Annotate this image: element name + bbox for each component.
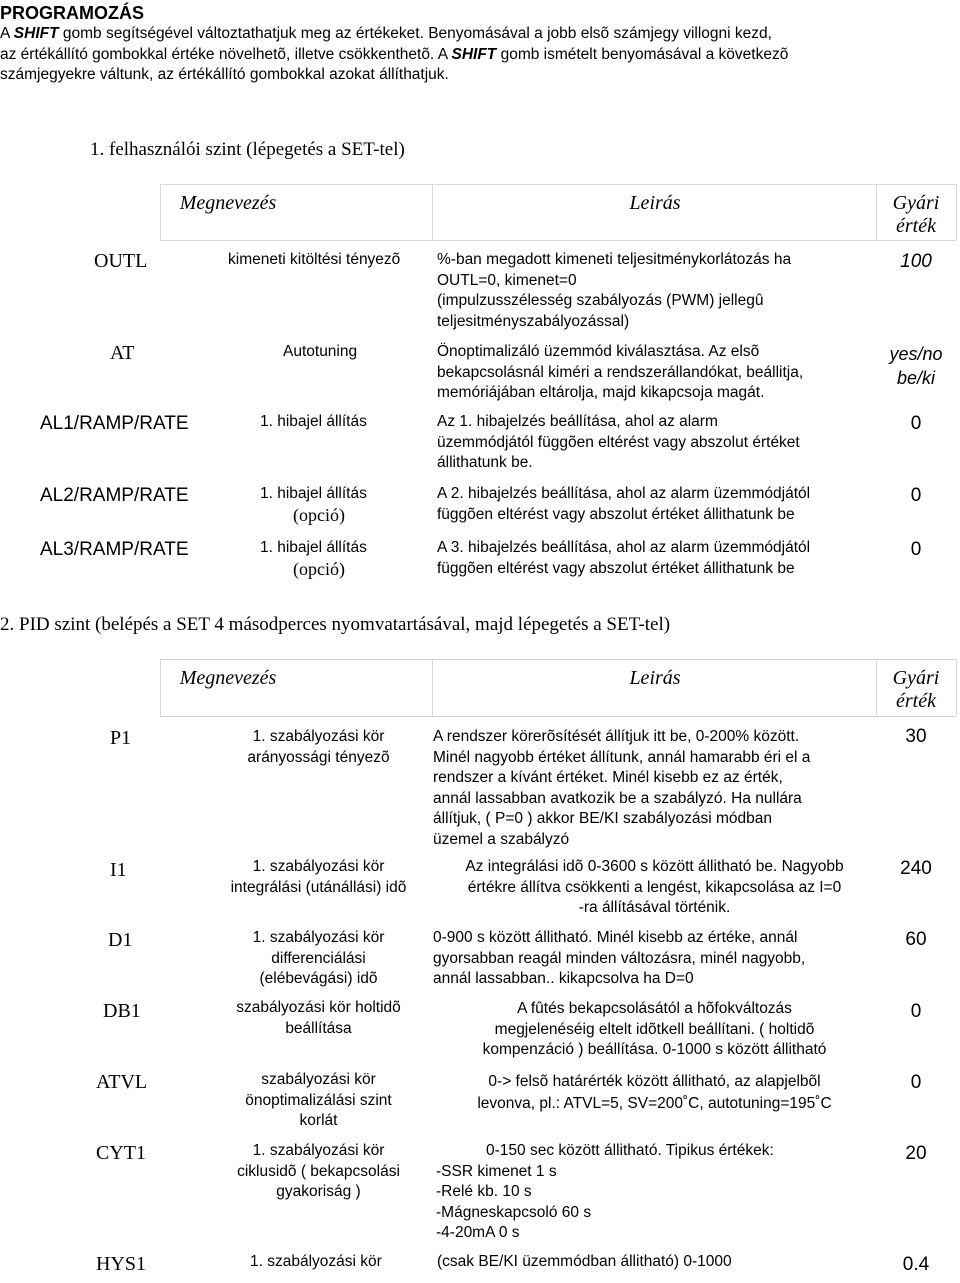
row-desc: Önoptimalizáló üzemmód kiválasztása. Az elsõ bekapcsolásnál kiméri a rendszerállandókat, beállitja, memóriájában eltárolja, majd kikapcsoja magát. bbox=[437, 343, 804, 401]
row-default: 30 bbox=[905, 726, 927, 747]
page-title: PROGRAMOZÁS bbox=[0, 3, 144, 23]
row-name: szabályozási kör holtidõ beállítása bbox=[236, 999, 401, 1037]
section-2-title: 2. PID szint (belépés a SET 4 másodperces nyomvatartásával, majd lépegetés a SET-tel) bbox=[0, 614, 671, 635]
row-code: AL2/RAMP/RATE bbox=[40, 485, 189, 506]
row-name: 1. szabályozási kör ciklusidõ ( bekapcsolási gyakoriság ) bbox=[237, 1142, 400, 1200]
row-desc: 0-900 s között állitható. Minél kisebb az értéke, annál gyorsabban reagál minden változásra, minél nagyobb, annál lassabban.. kikapcsolva ha D=0 bbox=[433, 929, 806, 987]
row-desc: (csak BE/KI üzemmódban állitható) 0-1000 bbox=[437, 1253, 732, 1270]
row-code: DB1 bbox=[103, 1000, 141, 1022]
row-default: 60 bbox=[905, 929, 927, 950]
row-desc: A fûtés bekapcsolásától a hõfokváltozás megjelenéséig eltelt idõtkell beállítani. ( holtidõ kompenzáció ) beállítása. 0-1000 s között állitható bbox=[482, 1000, 827, 1058]
row-desc bbox=[433, 1141, 876, 1244]
row-name: 1. hibajel állítás bbox=[260, 539, 367, 556]
section-1-title: 1. felhasználói szint (lépegetés a SET-tel) bbox=[90, 139, 405, 160]
row-desc-line: -4-20mA 0 s bbox=[436, 1224, 520, 1241]
header-desc: Leirás bbox=[629, 667, 681, 689]
header-default: Gyári érték bbox=[892, 667, 940, 712]
row-desc-line: -Mágneskapcsoló 60 s bbox=[436, 1203, 592, 1221]
row-desc-line: -SSR kimenet 1 s bbox=[436, 1162, 557, 1180]
row-desc: A rendszer körerõsítését állítjuk itt be, 0-200% között. Minél nagyobb értéket állítunk, annál hamarabb éri el a rendszer a kívánt értéket. Minél kisebb ez az érték, annál lassabban avatkozik be a szabályzó. Ha nullára állítjuk, ( P=0 ) akkor BE/KI szabályozási módban üzemel a szabályzó bbox=[433, 728, 811, 848]
row-desc: A 3. hibajelzés beállítása, ahol az alarm üzemmódjától függõen eltérést vagy abszolut értéket állithatunk be bbox=[437, 539, 811, 577]
row-code: I1 bbox=[110, 859, 127, 881]
row-code: P1 bbox=[110, 727, 132, 749]
row-code: AL3/RAMP/RATE bbox=[40, 539, 189, 560]
header-name: Megnevezés bbox=[179, 192, 277, 214]
row-name: kimeneti kitöltési tényezõ bbox=[228, 251, 401, 268]
row-desc: Az 1. hibajelzés beállítása, ahol az alarm üzemmódjától függõen eltérést vagy abszolut értéket állithatunk be. bbox=[437, 413, 800, 471]
row-name: 1. szabályozási kör arányossági tényezõ bbox=[247, 728, 390, 766]
row-default: 0 bbox=[910, 413, 922, 434]
row-default: 0 bbox=[910, 539, 922, 560]
row-desc-line: -Relé kb. 10 s bbox=[436, 1183, 532, 1200]
row-default: 100 bbox=[900, 251, 932, 272]
row-option: (opció) bbox=[293, 505, 345, 525]
row-desc-line: 0-150 sec között állitható. Tipikus értékek: bbox=[486, 1142, 774, 1159]
row-default: 240 bbox=[900, 858, 932, 879]
row-code: D1 bbox=[108, 929, 133, 951]
row-name: szabályozási kör önoptimalizálási szint korlát bbox=[245, 1071, 392, 1129]
header-default: Gyári érték bbox=[892, 192, 940, 237]
row-name: 1. szabályozási kör integrálási (utánállási) idõ bbox=[230, 858, 407, 896]
row-name: Autotuning bbox=[283, 343, 358, 360]
row-default: 0.4 bbox=[902, 1254, 930, 1275]
row-code: AL1/RAMP/RATE bbox=[40, 413, 189, 434]
row-desc: 0-> felsõ határérték között állitható, az alapjelbõl levonva, pl.: ATVL=5, SV=200˚C, autotuning=195˚C bbox=[477, 1073, 832, 1112]
row-name: 1. szabályozási kör bbox=[250, 1253, 382, 1270]
intro-paragraph bbox=[0, 24, 950, 86]
row-desc-text bbox=[433, 1141, 876, 1244]
row-desc: A 2. hibajelzés beállítása, ahol az alarm üzemmódjától függõen eltérést vagy abszolut értéket állithatunk be bbox=[437, 485, 811, 523]
row-default: yes/no be/ki bbox=[889, 344, 943, 388]
row-code: AT bbox=[110, 342, 135, 364]
row-default: 0 bbox=[910, 1072, 922, 1093]
row-option: (opció) bbox=[293, 559, 345, 579]
row-name: 1. hibajel állítás bbox=[260, 413, 367, 430]
row-code: CYT1 bbox=[96, 1142, 146, 1164]
row-code: ATVL bbox=[96, 1071, 148, 1093]
intro-line-2: az értékállító gombokkal értéke növelhetõ, illetve csökkenthetõ. A SHIFT gomb ismételt benyomásával a következõ bbox=[0, 45, 789, 63]
row-default: 20 bbox=[905, 1143, 927, 1164]
row-code: OUTL bbox=[94, 250, 148, 272]
intro-line-1: A SHIFT gomb segítségével változtathatjuk meg az értékeket. Benyomásával a jobb elsõ számjegy villogni kezd, bbox=[0, 25, 772, 42]
row-name: 1. hibajel állítás bbox=[260, 485, 367, 502]
row-name: 1. szabályozási kör differenciálási (elébevágási) idõ bbox=[252, 929, 385, 987]
row-default: 0 bbox=[910, 485, 922, 506]
header-desc: Leirás bbox=[629, 192, 681, 214]
row-code: HYS1 bbox=[96, 1253, 147, 1275]
row-desc: Az integrálási idõ 0-3600 s között állitható be. Nagyobb értékre állítva csökkenti a lengést, kikapcsolása az I=0 -ra állításával történik. bbox=[465, 858, 844, 916]
intro-line-3: számjegyekre váltunk, az értékállító gombokkal azokat állíthatjuk. bbox=[0, 66, 449, 83]
header-name: Megnevezés bbox=[179, 667, 277, 689]
row-default: 0 bbox=[910, 1001, 922, 1022]
row-desc: %-ban megadott kimeneti teljesitménykorlátozás ha OUTL=0, kimenet=0 (impulzusszélesség szabályozás (PWM) jellegû teljesitményszabályozással) bbox=[437, 251, 792, 330]
